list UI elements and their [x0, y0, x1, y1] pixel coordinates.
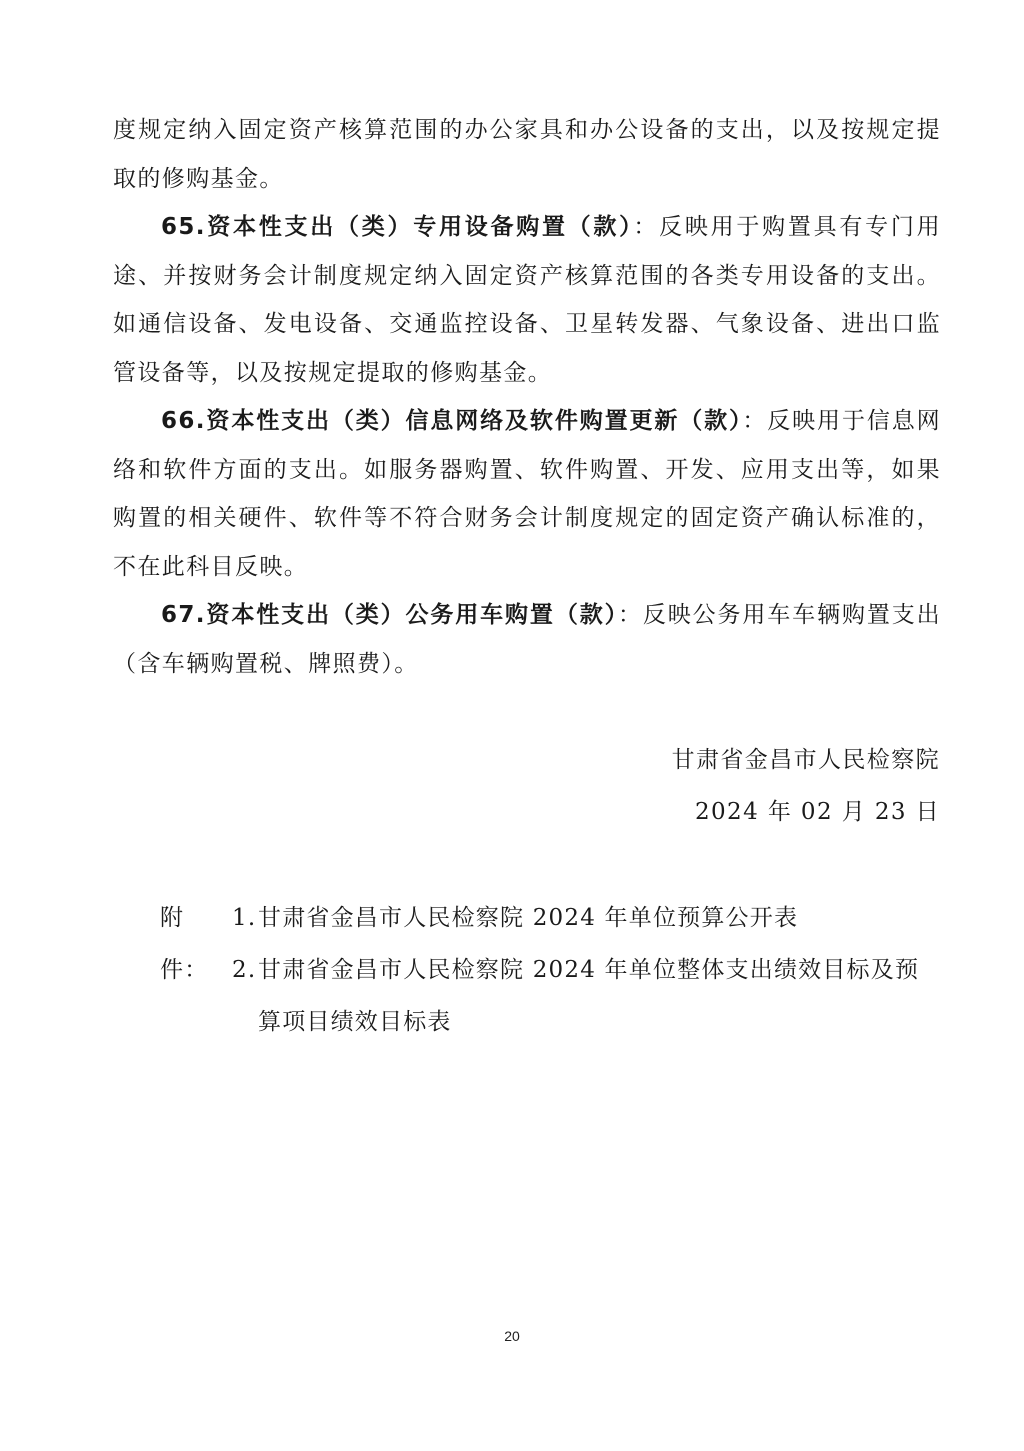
item-text: ：反映公务用车车辆购置支出（含车辆购置税、牌照费）。	[113, 602, 942, 677]
attachment-item	[232, 944, 942, 1048]
attachment-title: 甘肃省金昌市人民检察院 2024 年单位预算公开表	[258, 905, 799, 931]
paragraph-item-66	[113, 397, 941, 591]
item-text: ：反映用于购置具有专门用途、并按财务会计制度规定纳入固定资产核算范围的各类专用设备的支出。如通信设备、发电设备、交通监控设备、卫星转发器、气象设备、进出口监管设备等，以及按规定提取的修购基金。	[113, 214, 941, 386]
attachments-list	[232, 892, 942, 1048]
body-text	[113, 106, 941, 688]
attachment-title: 甘肃省金昌市人民检察院 2024 年单位整体支出绩效目标及预算项目绩效目标表	[258, 957, 920, 1035]
paragraph-continuation: 度规定纳入固定资产核算范围的办公家具和办公设备的支出，以及按规定提取的修购基金。	[113, 117, 941, 192]
item-heading: 67.资本性支出（类）公务用车购置（款）	[161, 602, 618, 628]
signature-organization: 甘肃省金昌市人民检察院	[671, 747, 940, 773]
attachment-number: 1.	[232, 905, 257, 931]
item-text: ：反映用于信息网络和软件方面的支出。如服务器购置、软件购置、开发、应用支出等，如果购置的相关硬件、软件等不符合财务会计制度规定的固定资产确认标准的，不在此科目反映。	[113, 408, 942, 580]
signature-date: 2024 年 02 月 23 日	[694, 799, 940, 825]
attachment-number: 2.	[232, 957, 257, 983]
attachments-label: 附件：	[160, 905, 209, 983]
attachment-item	[232, 892, 942, 944]
item-heading: 66.资本性支出（类）信息网络及软件购置更新（款）	[161, 408, 743, 434]
attachments-section	[160, 892, 942, 1048]
paragraph-item-65	[113, 203, 941, 397]
page-number: 20	[504, 1328, 520, 1344]
paragraph-item-67	[113, 591, 941, 688]
item-heading: 65.资本性支出（类）专用设备购置（款）	[161, 214, 634, 240]
attachments-row	[160, 892, 942, 1048]
